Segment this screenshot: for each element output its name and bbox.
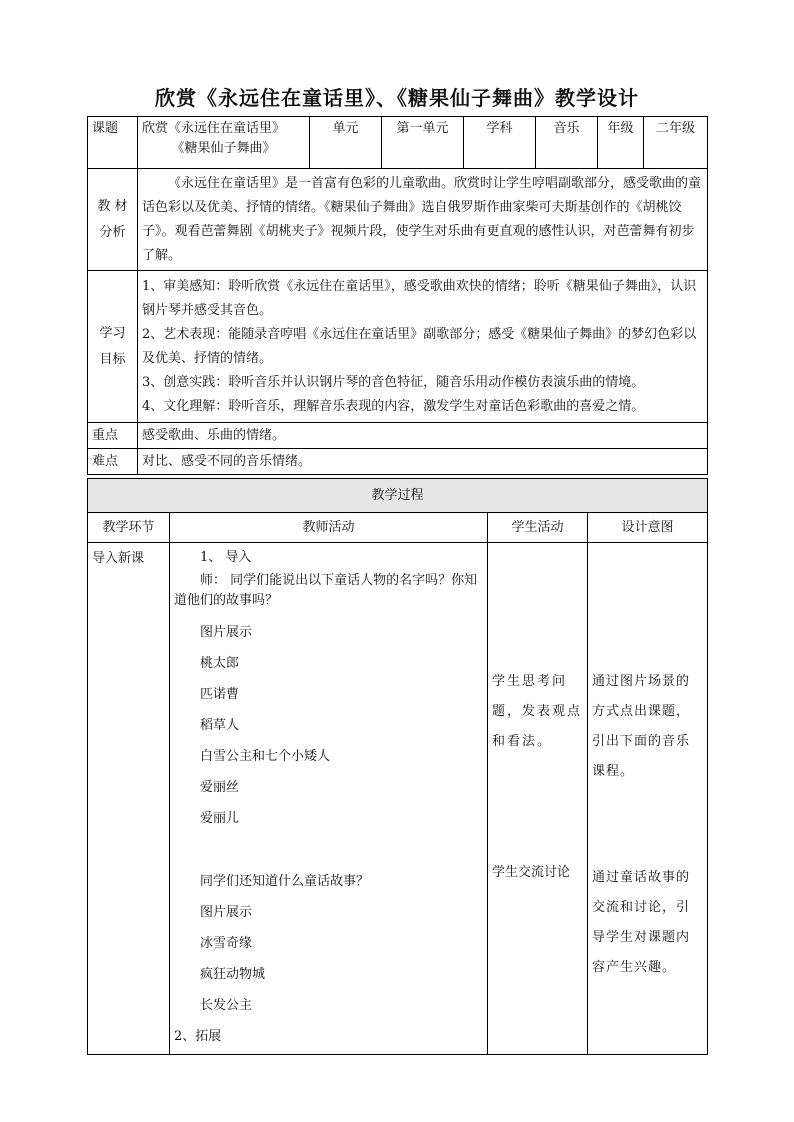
analysis-text: 《永远住在童话里》是一首富有色彩的儿童歌曲。欣赏时让学生哼唱副歌部分，感受歌曲的童话色彩以及优美、抒情的情绪。《糖果仙子舞曲》选自俄罗斯作曲家柴可夫斯基创作的《胡桃饺子》。观看芭蕾舞剧《胡桃夹子》视频片段，使学生对乐曲有更直观的感性认识，对芭蕾舞有初步了解。 bbox=[142, 175, 702, 263]
key-point-label: 重点 bbox=[88, 423, 138, 449]
design-intent bbox=[588, 543, 708, 1055]
goal-item: 3、创意实践：聆听音乐并认识钢片琴的音色特征，随音乐用动作模仿表演乐曲的情境。 bbox=[142, 374, 645, 390]
teacher-line: 桃太郎 bbox=[200, 656, 240, 671]
analysis-label bbox=[88, 169, 138, 271]
course-value-line-2: 《糖果仙子舞曲》 bbox=[171, 141, 276, 156]
teacher-line: 爱丽儿 bbox=[200, 811, 240, 826]
process-title: 教学过程 bbox=[88, 479, 708, 513]
info-table bbox=[87, 116, 708, 475]
grade-label: 年级 bbox=[598, 117, 644, 169]
teacher-line: 匹诺曹 bbox=[200, 687, 240, 702]
teacher-line: 白雪公主和七个小矮人 bbox=[200, 749, 331, 764]
teacher-step-1: 1、 导入 bbox=[200, 550, 252, 565]
goals-label-line-1: 学习 bbox=[99, 325, 126, 341]
teacher-line: 长发公主 bbox=[200, 998, 253, 1013]
grade-value: 二年级 bbox=[644, 117, 708, 169]
teacher-line: 稻草人 bbox=[200, 718, 240, 733]
subject-value: 音乐 bbox=[536, 117, 598, 169]
design-intent-2: 通过童话故事的交流和讨论，引导学生对课题内容产生兴趣。 bbox=[592, 870, 691, 975]
goal-item: 2、艺术表现：能随录音哼唱《永远住在童话里》副歌部分；感受《糖果仙子舞曲》的梦幻色彩以及优美、抒情的情绪。 bbox=[142, 326, 697, 366]
student-activity-2: 学生交流讨论 bbox=[492, 865, 571, 880]
analysis-label-line-1: 教 材 bbox=[97, 198, 128, 214]
difficulty-text: 对比、感受不同的音乐情绪。 bbox=[138, 449, 708, 475]
unit-value: 第一单元 bbox=[382, 117, 464, 169]
teacher-question-2: 同学们还知道什么童话故事？ bbox=[200, 874, 370, 889]
teacher-step-2: 2、拓展 bbox=[174, 1029, 222, 1044]
unit-label: 单元 bbox=[310, 117, 382, 169]
course-value bbox=[138, 117, 310, 169]
teacher-line: 冰雪奇缘 bbox=[200, 936, 253, 951]
goals-label-line-2: 目标 bbox=[99, 351, 126, 367]
analysis-label-line-2: 分析 bbox=[99, 224, 126, 240]
section-label: 导入新课 bbox=[88, 543, 170, 1055]
design-intent-1: 通过图片场景的方式点出课题，引出下面的音乐课程。 bbox=[592, 674, 691, 779]
column-header: 设计意图 bbox=[588, 513, 708, 543]
subject-label: 学科 bbox=[464, 117, 536, 169]
student-activity bbox=[488, 543, 588, 1055]
student-activity-1: 学生思考问题，发表观点和看法。 bbox=[492, 674, 583, 749]
difficulty-label: 难点 bbox=[88, 449, 138, 475]
goal-item: 4、文化理解：聆听音乐，理解音乐表现的内容，激发学生对童话色彩歌曲的喜爱之情。 bbox=[142, 398, 645, 414]
teacher-question-1: 师： 同学们能说出以下童话人物的名字吗？你知道他们的故事吗？ bbox=[174, 573, 478, 608]
teacher-line: 爱丽丝 bbox=[200, 780, 240, 795]
teacher-line: 疯狂动物城 bbox=[200, 967, 266, 982]
column-header: 学生活动 bbox=[488, 513, 588, 543]
column-header: 教学环节 bbox=[88, 513, 170, 543]
column-header: 教师活动 bbox=[170, 513, 488, 543]
goal-item: 1、审美感知：聆听欣赏《永远住在童话里》，感受歌曲欢快的情绪；聆听《糖果仙子舞曲》，认识钢片琴并感受其音色。 bbox=[142, 278, 697, 318]
teacher-line: 图片展示 bbox=[200, 625, 253, 640]
goals-label bbox=[88, 271, 138, 423]
process-table bbox=[87, 478, 708, 1055]
course-value-line-1: 欣赏《永远住在童话里》 bbox=[142, 121, 286, 136]
page-title: 欣赏《永远住在童话里》、《糖果仙子舞曲》教学设计 bbox=[155, 86, 639, 110]
key-point-text: 感受歌曲、乐曲的情绪。 bbox=[138, 423, 708, 449]
teacher-line: 图片展示 bbox=[200, 905, 253, 920]
teacher-activity bbox=[170, 543, 488, 1055]
course-label: 课题 bbox=[88, 117, 138, 169]
